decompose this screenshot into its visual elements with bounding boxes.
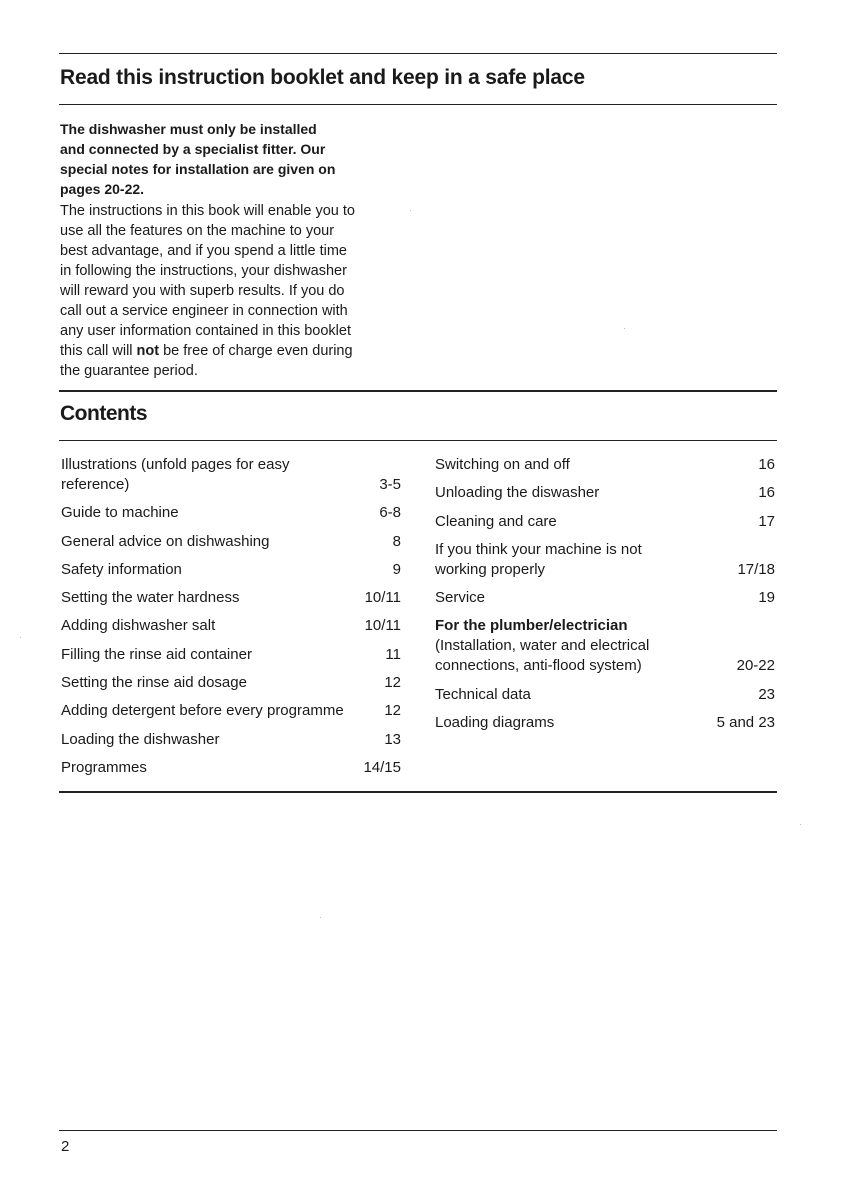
contents-entry <box>61 758 401 778</box>
contents-entry <box>435 455 775 475</box>
contents-heading: Contents <box>60 402 147 425</box>
contents-entry <box>61 455 401 495</box>
scan-speck <box>20 637 21 638</box>
contents-entry-page: 23 <box>758 685 775 703</box>
body-line: best advantage, and if you spend a little time <box>60 243 347 259</box>
contents-entry-title <box>61 701 344 721</box>
contents-entry <box>435 616 775 676</box>
contents-entry-title-line: Programmes <box>61 758 147 776</box>
contents-bottom-rule <box>59 791 777 793</box>
body-text: this call will <box>60 343 137 359</box>
contents-entry-title-line: working properly <box>435 560 546 578</box>
contents-entry <box>61 673 401 693</box>
contents-entry-page: 13 <box>384 730 401 748</box>
contents-entry-page: 16 <box>758 456 775 473</box>
emphasis-not: not <box>136 343 160 359</box>
contents-entry-title-line: Setting the rinse aid dosage <box>61 674 247 692</box>
contents-entry-page: 10/11 <box>364 589 401 607</box>
scan-speck <box>800 824 801 825</box>
contents-entry-page: 9 <box>392 560 401 578</box>
contents-entry-page: 6-8 <box>379 504 401 522</box>
body-line-emphasis <box>60 341 410 361</box>
contents-entry-title <box>435 616 649 676</box>
contents-entry-title <box>61 560 182 580</box>
contents-entry-page: 12 <box>384 674 401 692</box>
contents-entry <box>61 645 401 665</box>
contents-entry-title-line: (Installation, water and electrical <box>435 637 650 655</box>
contents-entry-title-line: If you think your machine is not <box>435 540 642 558</box>
contents-entry-title-line: Service <box>435 589 486 607</box>
notice-line: The dishwasher must only be installed <box>60 121 317 137</box>
notice-line: and connected by a specialist fitter. Our <box>60 141 326 157</box>
contents-entry-page: 11 <box>385 645 401 663</box>
contents-entry <box>435 588 775 608</box>
notice-line: pages 20-22. <box>60 181 145 197</box>
contents-entry-page: 17 <box>758 512 775 530</box>
contents-entry-title-line: Adding detergent before every programme <box>61 702 344 720</box>
contents-entry <box>435 483 775 503</box>
contents-entry-title-line: Setting the water hardness <box>61 589 240 607</box>
contents-entry-title-line: Switching on and off <box>435 456 570 473</box>
contents-entry-title <box>435 713 554 733</box>
contents-entry-title-line: Loading the dishwasher <box>61 730 220 748</box>
contents-entry <box>61 730 401 750</box>
contents-left-column <box>61 455 401 786</box>
contents-entry-title <box>61 673 247 693</box>
contents-entry-title-line: Adding dishwasher salt <box>61 617 216 635</box>
contents-underline <box>59 440 777 441</box>
contents-entry-title <box>61 455 289 495</box>
contents-right-column <box>435 455 775 741</box>
contents-entry-title <box>61 645 252 665</box>
contents-entry-title <box>435 483 599 503</box>
contents-entry-title <box>435 512 557 532</box>
contents-entry-page: 3-5 <box>379 476 401 493</box>
contents-entry-title-line: connections, anti-flood system) <box>435 657 642 675</box>
contents-entry-title-line: reference) <box>61 476 130 493</box>
contents-entry <box>435 713 775 733</box>
installation-notice <box>60 119 410 199</box>
contents-entry-title <box>435 588 485 608</box>
intro-body <box>60 201 410 381</box>
contents-entry-title-line: Filling the rinse aid container <box>61 645 252 663</box>
contents-entry-page: 10/11 <box>364 617 401 635</box>
page-number: 2 <box>61 1138 70 1155</box>
contents-entry <box>61 616 401 636</box>
contents-section-heading: For the plumber/electrician <box>435 617 628 635</box>
contents-entry-title-line: Cleaning and care <box>435 512 557 530</box>
body-line: in following the instructions, your dishwasher <box>60 263 347 279</box>
contents-entry-page: 19 <box>758 589 775 607</box>
body-line: The instructions in this book will enable you to <box>60 203 355 219</box>
body-line: use all the features on the machine to your <box>60 223 335 239</box>
body-line: call out a service engineer in connection with <box>60 303 348 319</box>
footer-rule <box>59 1130 777 1131</box>
contents-entry-title-line: Unloading the diswasher <box>435 484 600 502</box>
contents-entry <box>435 512 775 532</box>
body-line: will reward you with superb results. If you do <box>60 283 345 299</box>
contents-entry-page: 16 <box>758 484 775 502</box>
intro-section <box>60 119 410 381</box>
notice-line: special notes for installation are given on <box>60 161 336 177</box>
body-line: any user information contained in this booklet <box>60 323 351 339</box>
page-title: Read this instruction booklet and keep in a safe place <box>60 66 585 89</box>
contents-entry-title-line: Loading diagrams <box>435 714 555 732</box>
contents-entry-title-line: Technical data <box>435 685 531 703</box>
contents-entry-title <box>435 540 642 580</box>
contents-entry-page: 20-22 <box>736 657 775 675</box>
scan-speck <box>320 917 321 918</box>
scan-speck <box>410 210 411 211</box>
contents-entry-title <box>61 503 179 523</box>
top-rule <box>59 53 777 54</box>
contents-entry-title-line: Safety information <box>61 560 182 578</box>
contents-entry-page: 5 and 23 <box>716 714 775 732</box>
contents-top-rule <box>59 390 777 392</box>
contents-entry-title <box>61 730 219 750</box>
contents-entry-page: 17/18 <box>737 560 775 578</box>
body-line: the guarantee period. <box>60 363 198 379</box>
contents-entry-page: 14/15 <box>363 758 401 776</box>
contents-entry-title <box>61 532 269 552</box>
contents-entry <box>61 560 401 580</box>
contents-entry-title <box>435 685 531 705</box>
scan-speck <box>624 328 625 329</box>
contents-entry <box>61 701 401 721</box>
contents-entry-title-line: Illustrations (unfold pages for easy <box>61 456 290 473</box>
contents-entry-title-line: General advice on dishwashing <box>61 532 270 550</box>
contents-entry-title-line: Guide to machine <box>61 504 179 522</box>
title-underline <box>59 104 777 105</box>
body-text: be free of charge even during <box>159 343 353 359</box>
contents-entry-title <box>61 758 147 778</box>
contents-entry <box>435 685 775 705</box>
contents-entry <box>61 503 401 523</box>
contents-entry-title <box>61 616 215 636</box>
contents-entry-page: 12 <box>384 702 401 720</box>
contents-entry <box>435 540 775 580</box>
contents-entry <box>61 532 401 552</box>
contents-entry <box>61 588 401 608</box>
contents-entry-title <box>435 455 570 475</box>
contents-entry-title <box>61 588 239 608</box>
contents-entry-page: 8 <box>392 532 401 550</box>
